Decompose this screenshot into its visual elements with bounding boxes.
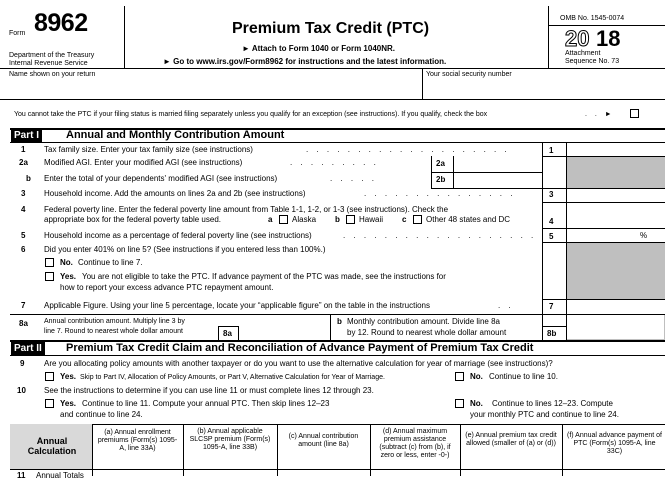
- line-8a-number: 8a: [19, 319, 28, 328]
- line-8a-text-1: Annual contribution amount. Multiply line 3 by: [44, 318, 185, 325]
- sequence-number: Sequence No. 73: [565, 58, 620, 65]
- line-10-text: See the instructions to determine if you can use line 11 or must complete lines 12 through 23.: [44, 386, 374, 395]
- year-outline: 20: [565, 26, 590, 51]
- annual-calculation-header: Annual Calculation: [27, 436, 77, 457]
- line-3-field[interactable]: [567, 189, 664, 202]
- line-8b-number: b: [337, 317, 342, 326]
- line-5-text: Household income as a percentage of federal poverty line (see instructions): [44, 231, 312, 240]
- line-11-number: 11: [17, 471, 26, 480]
- line-10-yes-text-2: and continue to line 24.: [60, 410, 143, 419]
- line-1-field[interactable]: [567, 143, 664, 155]
- line-10-yes-text-1: Continue to line 11. Compute your annual PTC. Then skip lines 12–23: [82, 399, 330, 408]
- line-3-text: Household income. Add the amounts on lines 2a and 2b (see instructions): [44, 189, 306, 198]
- line-7-field[interactable]: [567, 300, 664, 313]
- line-9-yes-text: Skip to Part IV, Allocation of Policy Amounts, or Part V, Alternative Calculation for Year of Marriage.: [80, 374, 385, 381]
- form-number: 8962: [34, 9, 88, 37]
- line-5-field[interactable]: [567, 229, 637, 241]
- part-1-badge: Part I: [11, 129, 42, 142]
- line-6-no-checkbox[interactable]: [45, 258, 54, 267]
- line-6-yes-text-1: You are not eligible to take the PTC. If advance payment of the PTC was made, see the instructions for: [82, 272, 446, 281]
- box-7-label: 7: [549, 302, 554, 311]
- line-4-field[interactable]: [567, 203, 664, 227]
- part-2-badge: Part II: [11, 342, 45, 355]
- percent-sign: %: [640, 231, 648, 240]
- line-4-text-1: Federal poverty line. Enter the federal poverty line amount from Table 1-1, 1-2, or 1-3 (see instructions). Check the: [44, 205, 449, 214]
- line-5-number: 5: [21, 231, 26, 240]
- line-9-number: 9: [20, 359, 25, 368]
- line-9-text: Are you allocating policy amounts with another taxpayer or do you want to use the alternative calculation for year of marriage (see instructions)?: [44, 359, 553, 368]
- exception-checkbox[interactable]: [630, 109, 639, 118]
- page-title: Premium Tax Credit (PTC): [232, 20, 430, 37]
- line-7-number: 7: [21, 301, 26, 310]
- box-5-label: 5: [549, 232, 554, 241]
- box-3-label: 3: [549, 190, 554, 199]
- omb-number: OMB No. 1545-0074: [560, 15, 625, 22]
- line-10-no-checkbox[interactable]: [455, 399, 464, 408]
- box-2b-label: 2b: [436, 175, 446, 184]
- line-2a-text: Modified AGI. Enter your modified AGI (see instructions): [44, 158, 243, 167]
- attachment-label: Attachment: [565, 50, 601, 57]
- line-2b-field[interactable]: [454, 173, 542, 187]
- box-8a-label: 8a: [223, 329, 232, 338]
- line-6-yes-text-2: how to report your excess advance PTC repayment amount.: [60, 283, 274, 292]
- ssn-label: Your social security number: [426, 71, 512, 78]
- column-e-header: (e) Annual premium tax credit allowed (smaller of (a) or (d)): [465, 432, 557, 448]
- line-10-no-text-1: Continue to lines 12–23. Compute: [492, 399, 613, 408]
- column-b-header: (b) Annual applicable SLCSP premium (Form(s) 1095-A, line 33B): [189, 428, 271, 452]
- line-1-text: Tax family size. Enter your tax family size (see instructions): [44, 145, 253, 154]
- year-bold: 18: [596, 26, 621, 51]
- other-48-states-checkbox[interactable]: [413, 215, 422, 224]
- name-field[interactable]: [10, 80, 418, 97]
- line-4-text-2: appropriate box for the federal poverty table used.: [44, 215, 221, 224]
- line-9-no-text: Continue to line 10.: [489, 372, 558, 381]
- line-10-number: 10: [17, 386, 26, 395]
- line-9-no-checkbox[interactable]: [455, 372, 464, 381]
- attach-note: ► Attach to Form 1040 or Form 1040NR.: [242, 44, 395, 53]
- line-8a-field[interactable]: [239, 315, 329, 339]
- line-9-yes-checkbox[interactable]: [45, 372, 54, 381]
- ssn-field[interactable]: [426, 80, 661, 97]
- line-6-text: Did you enter 401% on line 5? (See instructions if you entered less than 100%.): [44, 245, 326, 254]
- line-11-text: Annual Totals: [36, 471, 84, 480]
- box-1-label: 1: [549, 146, 554, 155]
- line-8b-text-2: by 12. Round to nearest whole dollar amount: [347, 328, 507, 337]
- irs-name: Internal Revenue Service: [9, 60, 88, 67]
- form-prefix: Form: [9, 30, 26, 37]
- column-d-header: (d) Annual maximum premium assistance (subtract (c) from (b), if zero or less, enter -0-): [379, 428, 451, 460]
- box-4-label: 4: [549, 217, 554, 226]
- line-8a-text-2: line 7. Round to nearest whole dollar amount: [44, 328, 183, 335]
- line-2b-number: b: [26, 174, 31, 183]
- part-2-title: Premium Tax Credit Claim and Reconciliation of Advance Payment of Premium Tax Credit: [66, 342, 534, 354]
- line-7-text: Applicable Figure. Using your line 5 percentage, locate your “applicable figure” on the table in the instructions: [44, 301, 430, 310]
- goto-note: ► Go to www.irs.gov/Form8962 for instructions and the latest information.: [163, 57, 447, 66]
- name-label: Name shown on your return: [9, 71, 96, 78]
- part-1-title: Annual and Monthly Contribution Amount: [66, 129, 285, 141]
- column-a-header: (a) Annual enrollment premiums (Form(s) 1095-A, line 33A): [97, 429, 178, 453]
- box-2a-label: 2a: [436, 159, 445, 168]
- line-2a-number: 2a: [19, 158, 28, 167]
- department: Department of the Treasury: [9, 52, 95, 59]
- line-6-yes-checkbox[interactable]: [45, 272, 54, 281]
- column-f-header: (f) Annual advance payment of PTC (Form(s) 1095-A, line 33C): [567, 432, 662, 456]
- hawaii-checkbox[interactable]: [346, 215, 355, 224]
- line-8b-text-1: Monthly contribution amount. Divide line 8a: [347, 317, 500, 326]
- line-8b-field[interactable]: [567, 315, 664, 339]
- line-1-number: 1: [21, 145, 26, 154]
- line-6-number: 6: [21, 245, 26, 254]
- column-c-header: (c) Annual contribution amount (line 8a): [288, 433, 359, 449]
- alaska-checkbox[interactable]: [279, 215, 288, 224]
- filing-status-note: You cannot take the PTC if your filing status is married filing separately unless you qualify for an exception (see instructions). If you qualify, check the box: [14, 111, 488, 118]
- box-8b-label: 8b: [547, 329, 557, 338]
- line-4-number: 4: [21, 205, 26, 214]
- line-3-number: 3: [21, 189, 26, 198]
- line-6-no-text: Continue to line 7.: [78, 258, 143, 267]
- line-2a-field[interactable]: [454, 157, 542, 171]
- line-10-yes-checkbox[interactable]: [45, 399, 54, 408]
- line-2b-text: Enter the total of your dependents' modified AGI (see instructions): [44, 174, 278, 183]
- line-10-no-text-2: your monthly PTC and continue to line 24.: [470, 410, 619, 419]
